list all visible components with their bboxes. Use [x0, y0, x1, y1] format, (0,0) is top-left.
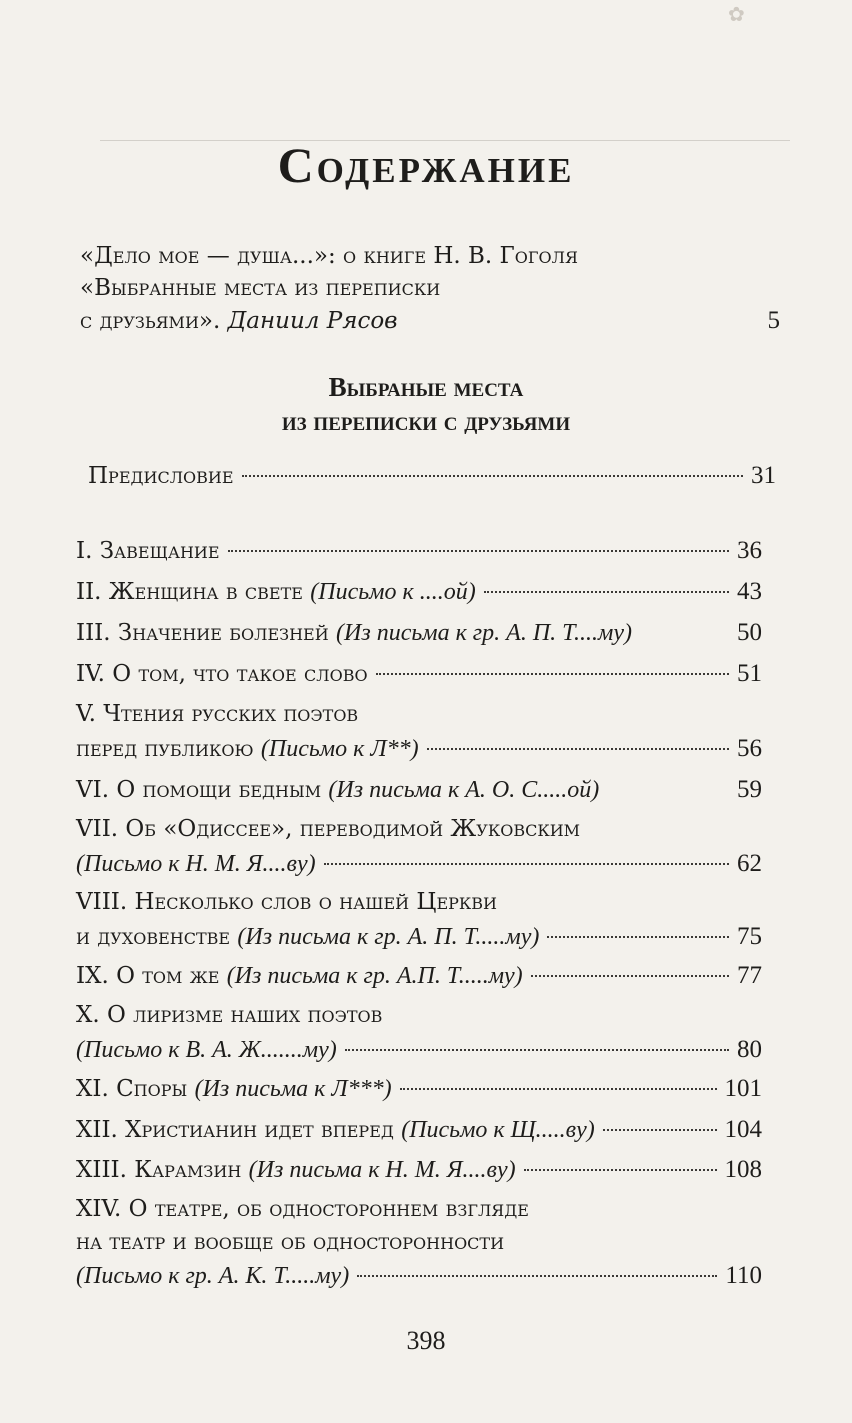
toc-entry-page: 50: [737, 619, 762, 646]
toc-entry-text: IV. О том, что такое слово: [76, 661, 368, 687]
toc-row: [76, 537, 762, 569]
dot-leader: [376, 673, 729, 675]
dot-leader: [484, 591, 729, 593]
intro-line-3-text: с друзьями». Даниил Рясов: [80, 308, 398, 334]
intro-author: Даниил Рясов: [227, 308, 398, 334]
toc-entry-text: Предисловие: [88, 463, 234, 489]
toc-row: [76, 701, 762, 733]
toc-row: [76, 889, 762, 921]
toc-row: [76, 1196, 762, 1228]
toc-entry-text: XI. Споры (Из письма к Л***): [76, 1076, 392, 1102]
toc-entry-page: 43: [737, 578, 762, 605]
dot-leader: [531, 975, 729, 977]
intro-line-2: «Выбранные места из переписки: [80, 275, 441, 301]
ink-blot-icon: ✿: [728, 2, 745, 26]
toc-entry-text: [76, 1037, 337, 1064]
toc-row: [76, 660, 762, 692]
dot-leader: [228, 550, 729, 552]
toc-row: [76, 1116, 762, 1148]
toc-entry-text: I. Завещание: [76, 538, 220, 564]
toc-entry-note: (Из письма к гр. А. П. Т.....му): [237, 924, 540, 950]
toc-entry-line-1: XIV. О театре, об одностороннем взгляде: [76, 1196, 529, 1222]
dot-leader: [345, 1049, 729, 1051]
toc-row: [76, 1262, 762, 1294]
toc-entry-line-2: на театр и вообще об односторонности: [76, 1229, 505, 1255]
toc-entry-page: 110: [725, 1262, 762, 1289]
intro-page: 5: [767, 307, 780, 334]
toc-entry-note: (Из письма к Н. М. Я....ву): [248, 1157, 516, 1183]
toc-entry-page: 51: [737, 660, 762, 687]
toc-row: [76, 923, 762, 955]
toc-row: [76, 1229, 762, 1261]
toc-entry-note: (Письмо к Л**): [260, 736, 419, 762]
toc-entry-page: 108: [724, 1156, 762, 1183]
toc-entry-note: (Письмо к Щ.....ву): [401, 1117, 595, 1143]
toc-entry-text: II. Женщина в свете (Письмо к ....ой): [76, 579, 476, 605]
toc-row: [76, 816, 762, 848]
toc-entry-text: IX. О том же (Из письма к гр. А.П. Т.....му): [76, 963, 523, 989]
toc-row: [76, 962, 762, 994]
toc-entry-note: (Из письма к гр. А. П. Т....му): [336, 620, 632, 646]
toc-row: [76, 619, 762, 651]
toc-entry-line-1: X. О лиризме наших поэтов: [76, 1002, 383, 1028]
toc-entry-text: [76, 1263, 349, 1290]
page-number: 398: [406, 1326, 446, 1355]
toc-entry-page: 31: [751, 462, 776, 489]
toc-row: [76, 776, 762, 808]
toc-entry-note: (Письмо к В. А. Ж.......му): [76, 1037, 337, 1063]
dot-leader: [400, 1088, 717, 1090]
dot-leader: [357, 1275, 717, 1277]
dot-leader: [324, 863, 729, 865]
toc-row: [76, 1036, 762, 1068]
toc-entry-note: (Из письма к А. О. С.....ой): [328, 777, 600, 803]
toc-entry-line-1: VIII. Несколько слов о нашей Церкви: [76, 889, 497, 915]
toc-entry-text: VI. О помощи бедным (Из письма к А. О. С.....ой): [76, 777, 600, 803]
toc-entry-note: (Из письма к гр. А.П. Т.....му): [226, 963, 523, 989]
toc-row: [76, 1075, 762, 1107]
toc-row: [76, 1002, 762, 1034]
toc-entry-page: 36: [737, 537, 762, 564]
toc-entry-text: XIII. Карамзин (Из письма к Н. М. Я....ву): [76, 1157, 516, 1183]
dot-leader: [547, 936, 729, 938]
toc-entry-page: 59: [737, 776, 762, 803]
intro-line-1: «Дело мое — душа...»: о книге Н. В. Гоголя: [80, 243, 578, 269]
toc-entry-page: 101: [724, 1075, 762, 1102]
toc-entry-note: (Письмо к Н. М. Я....ву): [76, 851, 316, 877]
toc-entry-line-1: VII. Об «Одиссее», переводимой Жуковским: [76, 816, 581, 842]
toc-entry-page: 80: [737, 1036, 762, 1063]
section-title-line-2: из переписки с друзьями: [281, 406, 571, 436]
toc-entry-page: 104: [724, 1116, 762, 1143]
toc-entry-page: 77: [737, 962, 762, 989]
dot-leader: [242, 475, 743, 477]
toc-row: [88, 462, 776, 494]
section-title-line-1: Выбраные места: [328, 372, 524, 402]
toc-entry-line-1: V. Чтения русских поэтов: [76, 701, 359, 727]
toc-entry-note: (Письмо к ....ой): [310, 579, 476, 605]
toc-entry-page: 62: [737, 850, 762, 877]
toc-row: [76, 735, 762, 767]
toc-entry-page: 75: [737, 923, 762, 950]
toc-entry-text: III. Значение болезней (Из письма к гр. А. П. Т....му): [76, 620, 632, 646]
dot-leader: [427, 748, 729, 750]
intro-line-3: [80, 307, 780, 339]
toc-row: [76, 1156, 762, 1188]
toc-row: [76, 578, 762, 610]
toc-entry-text: и духовенстве (Из письма к гр. А. П. Т.....му): [76, 924, 540, 950]
dot-leader: [524, 1169, 717, 1171]
dot-leader: [603, 1129, 717, 1131]
toc-entry-text: перед публикою (Письмо к Л**): [76, 736, 419, 762]
toc-row: [76, 850, 762, 882]
page-title: Содержание: [277, 137, 575, 193]
toc-entry-text: XII. Христианин идет вперед (Письмо к Щ.....ву): [76, 1117, 595, 1143]
toc-entry-text: [76, 851, 316, 878]
toc-entry-note: (Письмо к гр. А. К. Т.....му): [76, 1263, 350, 1289]
toc-entry-page: 56: [737, 735, 762, 762]
toc-entry-note: (Из письма к Л***): [194, 1076, 392, 1102]
